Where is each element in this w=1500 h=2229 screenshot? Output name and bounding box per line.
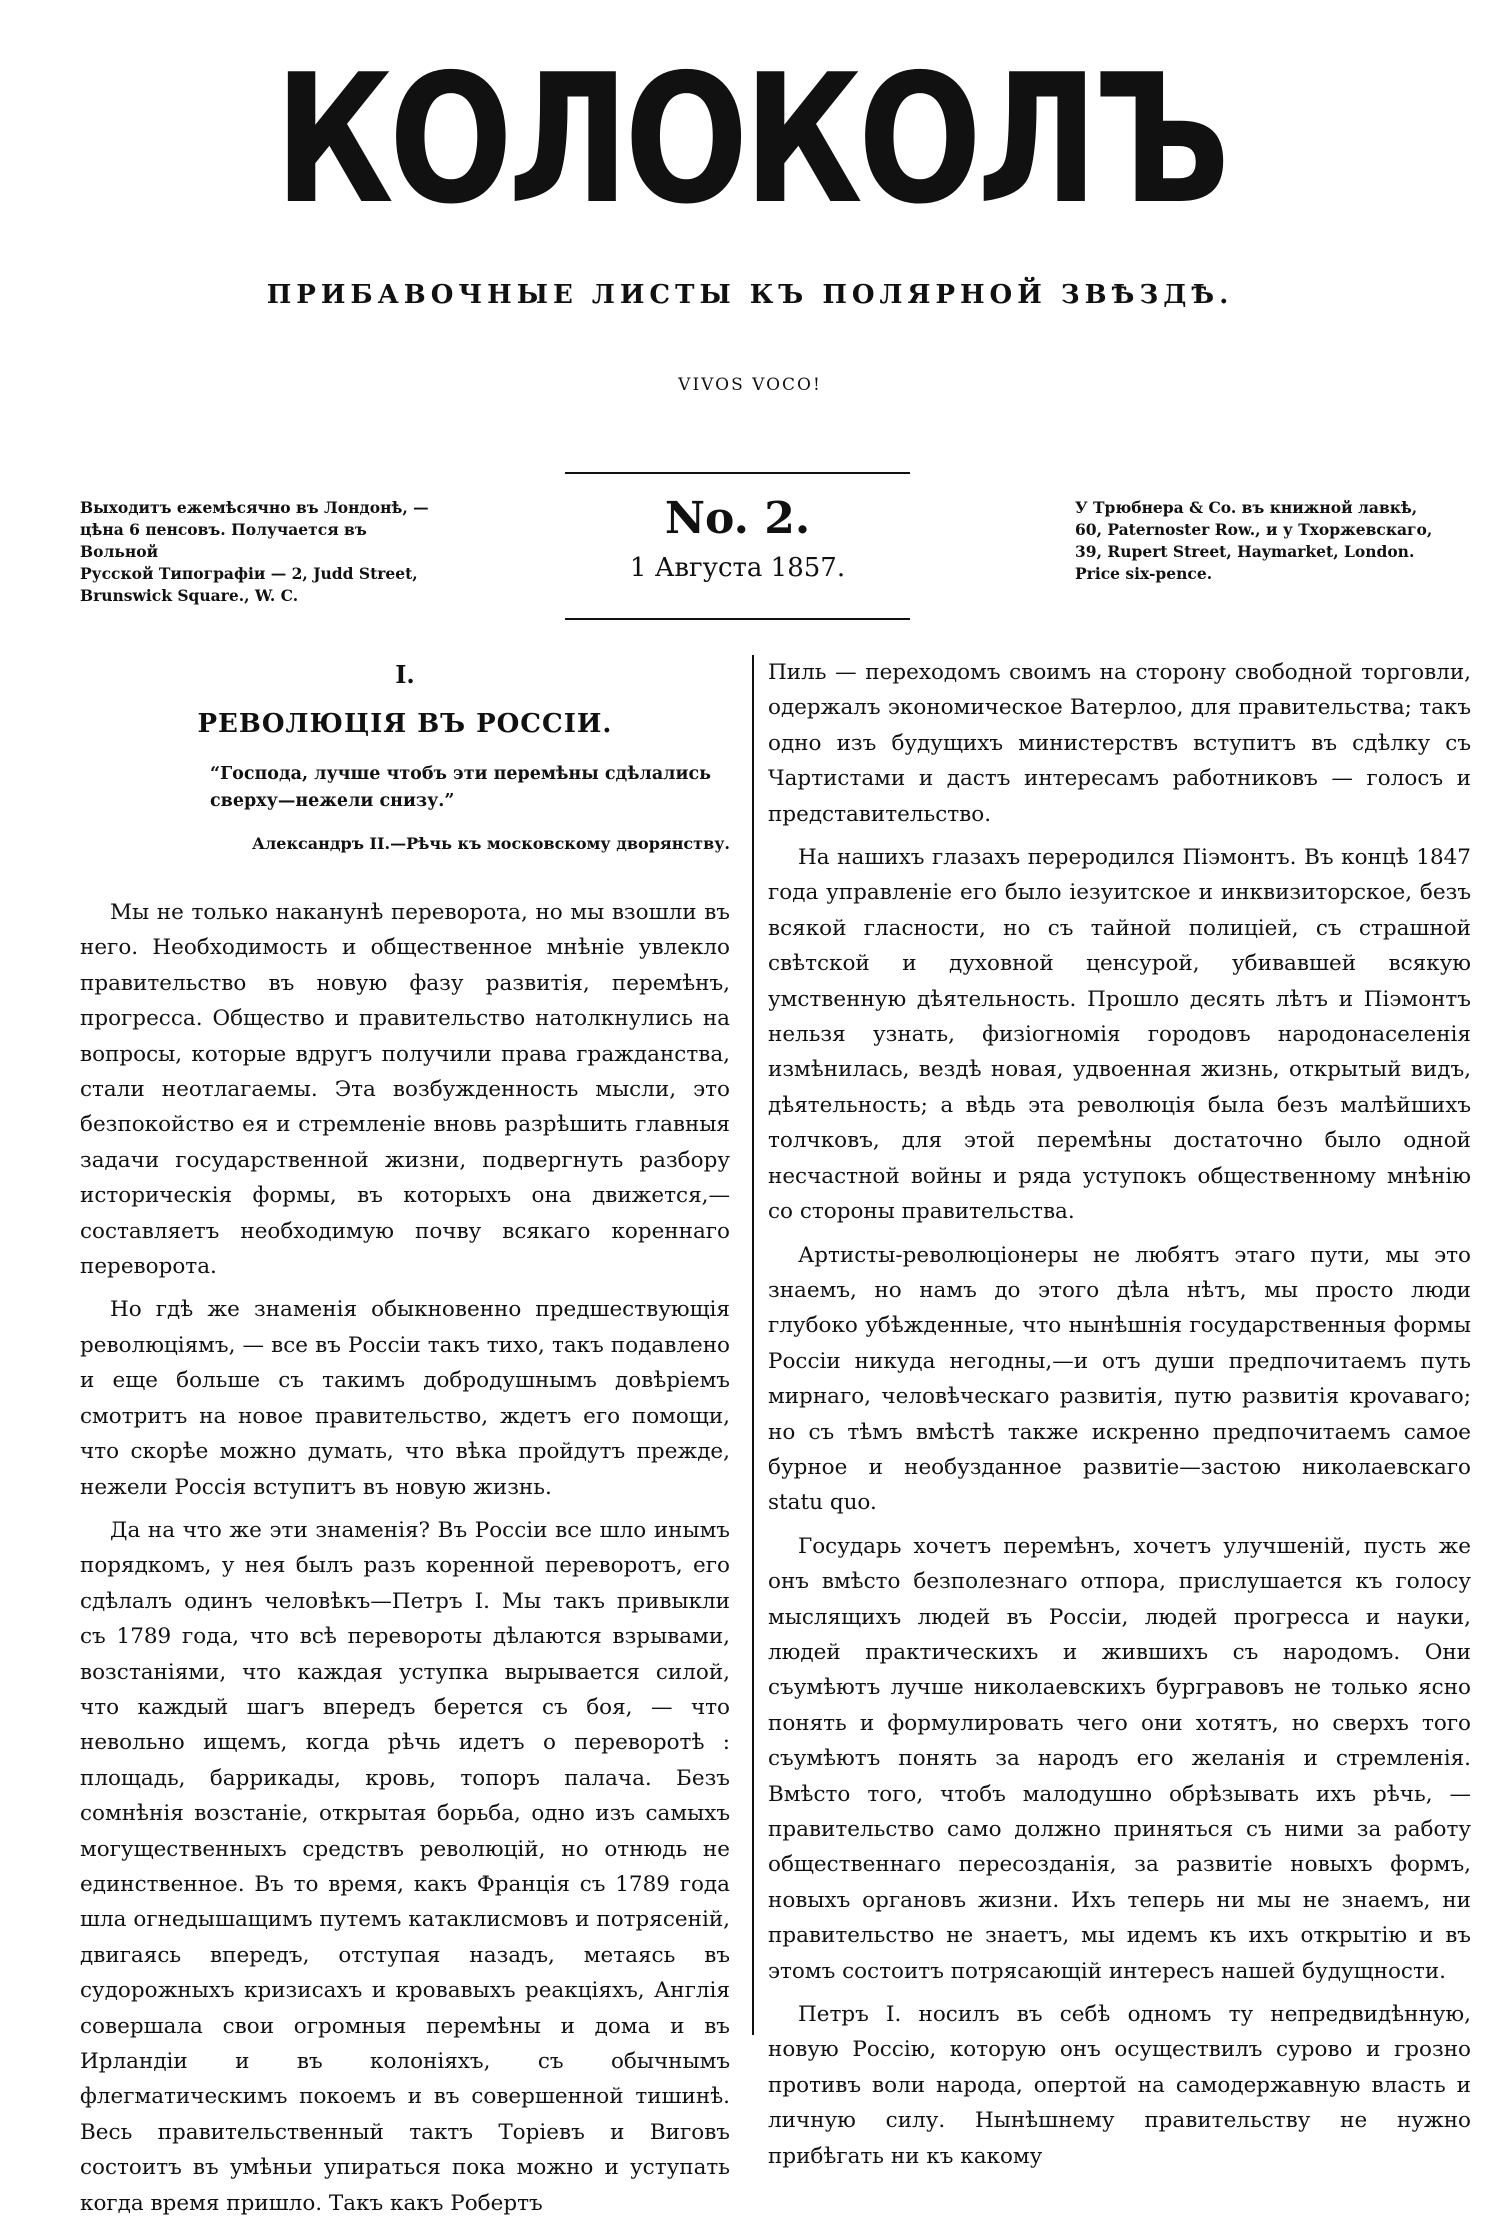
article-title: РЕВОЛЮЦІЯ ВЪ РОССІИ. — [197, 709, 613, 739]
epigraph-attribution: Александръ II.—Рѣчь къ московскому дворянству. — [251, 834, 730, 853]
article-paragraph: Но гдѣ же знаменія обыкновенно предшествующія революціямъ, — все въ Россіи такъ тихо, такъ подавлено и еще больше съ такимъ добродушнымъ довѣріемъ смотритъ на новое правительство, ждетъ его помощи, что скорѣе можно думать, что вѣка пройдутъ прежде, нежели Россія вступитъ въ новую жизнь. — [80, 1297, 730, 1500]
header-rule-bottom — [565, 618, 910, 620]
info-left-line: Русской Типографіи — 2, Judd Street, — [80, 564, 418, 583]
info-right-line: У Трюбнера & Co. въ книжной лавкѣ, — [1075, 498, 1418, 517]
article-paragraph: Да на что же эти знаменія? Въ Россіи все шло инымъ порядкомъ, у нея былъ разъ коренной переворотъ, его сдѣлалъ одинъ человѣкъ—Петръ I. Мы такъ привыкли съ 1789 года, что всѣ перевороты дѣлаются взрывами, возстаніями, что каждая уступка вырывается силой, что каждый шагъ впередъ берется съ боя, — что невольно ищемъ, когда рѣчь идетъ о переворотѣ : площадь, баррикады, кровь, топоръ палача. Безъ сомнѣнія возстаніе, открытая борьба, одно изъ самыхъ могущественныхъ средствъ революцій, но отнюдь не единственное. Въ то время, какъ Франція съ 1789 года шла огнедышащимъ путемъ катаклисмовъ и потрясеній, двигаясь впередъ, отступая назадъ, метаясь въ судорожныхъ кризисахъ и кровавыхъ реакціяхъ, Англія совершала свои огромныя перемѣны и дома и въ Ирландіи и въ колоніяхъ, съ обычнымъ флегматическимъ покоемъ и въ совершенной тишинѣ. Весь правительственный тактъ Торіевъ и Виговъ состоитъ въ умѣньи упираться пока можно и уступать когда время пришло. Такъ какъ Робертъ — [80, 1517, 730, 2216]
article-epigraph: “Господа, лучше чтобъ эти перемѣны сдѣлались сверху—нежели снизу.” — [210, 764, 712, 811]
issue-number: No. 2. — [664, 493, 811, 544]
article-number: I. — [395, 660, 415, 689]
left-column — [80, 655, 730, 2229]
masthead-motto: VIVOS VOCO! — [678, 375, 822, 395]
info-left-line: Brunswick Square., W. C. — [80, 586, 299, 605]
article-paragraph-continued: Пиль — переходомъ своимъ на сторону свободной торговли, одержалъ экономическое Ватерлоо, для правительства; такъ одно изъ будущихъ министерствъ вступитъ въ сдѣлку съ Чартистами и дастъ интересамъ работниковъ — голосъ и представительство. — [768, 660, 1471, 827]
masthead-subtitle: ПРИБАВОЧНЫЕ ЛИСТЫ КЪ ПОЛЯРНОЙ ЗВѢЗДѢ. — [266, 280, 1234, 310]
info-left-line: Выходитъ ежемѣсячно въ Лондонѣ, — — [80, 498, 429, 517]
article-paragraph: Государь хочетъ перемѣнъ, хочетъ улучшеній, пусть же онъ вмѣсто безполезнаго отпора, прислушается къ голосу мыслящихъ людей въ Россіи, людей прогресса и науки, людей практическихъ и жившихъ съ народомъ. Они съумѣютъ лучше николаевскихъ бургравовъ не только ясно понять и формулировать чего они хотятъ, но сверхъ того съумѣютъ понять за народъ его желанія и стремленія. Вмѣсто того, чтобъ малодушно обрѣзывать ихъ рѣчь, — правительство само должно приняться съ ними за работу общественнаго пересозданія, за развитіе новыхъ формъ, новыхъ органовъ жизни. Ихъ теперь ни мы не знаемъ, ни правительство не знаетъ, мы идемъ къ ихъ открытію и въ этомъ состоитъ потрясающій интересъ нашей будущности. — [768, 1533, 1471, 1984]
right-column — [768, 655, 1471, 2182]
info-right-line: Price six-pence. — [1075, 564, 1213, 583]
publication-info-left — [80, 497, 440, 607]
info-left-line: цѣна 6 пенсовъ. Получается въ Вольной — [80, 520, 367, 561]
info-right-line: 39, Rupert Street, Haymarket, London. — [1075, 542, 1415, 561]
article-paragraph: Мы не только наканунѣ переворота, но мы взошли въ него. Необходимость и общественное мнѣніе увлекло правительство въ новую фазу развитія, перемѣнъ, прогресса. Общество и правительство натолкнулись на вопросы, которые вдругъ получили права гражданства, стали неотлагаемы. Эта возбужденность мысли, это безпокойство ея и стремленіе вновь разрѣшить главныя задачи государственной жизни, подвергнуть разбору историческія формы, въ которыхъ она движется,—составляетъ необходимую почву всякаго кореннаго переворота. — [80, 900, 730, 1280]
header-rule-top — [565, 472, 910, 474]
issue-date: 1 Августа 1857. — [629, 553, 846, 583]
column-divider — [752, 655, 754, 2035]
issue-block — [565, 490, 910, 588]
masthead-title: КОЛОКОЛЪ — [274, 36, 1226, 243]
publication-info-right — [1075, 497, 1480, 585]
info-right-line: 60, Paternoster Row., и у Тхоржевскаго, — [1075, 520, 1433, 539]
article-paragraph: На нашихъ глазахъ переродился Піэмонтъ. Въ концѣ 1847 года управленіе его было іезуитское и инквизиторское, безъ всякой гласности, но съ тайной полиціей, съ страшной свѣтской и духовной ценсурой, убивавшей всякую умственную дѣятельность. Прошло десять лѣтъ и Піэмонтъ нельзя узнать, физіогномія городовъ народонаселенія измѣнилась, вездѣ новая, удвоенная жизнь, открытый видъ, дѣятельность; а вѣдь эта революція была безъ малѣйшихъ толчковъ, для этой перемѣны достаточно было одной несчастной войны и ряда уступокъ общественному мнѣнію со стороны правительства. — [768, 845, 1471, 1225]
article-paragraph: Артисты-революціонеры не любятъ этаго пути, мы это знаемъ, но намъ до этого дѣла нѣтъ, мы просто люди глубоко убѣжденные, что нынѣшнія государственныя формы Россіи никуда негодны,—и отъ души предпочитаемъ путь мирнаго, человѣческаго развитія, путю развитія крovаваго; но съ тѣмъ вмѣстѣ также искренно предпочитаемъ самое бурное и необузданное развитіе—застою николаевскаго statu quo. — [768, 1242, 1471, 1516]
article-paragraph: Петръ I. носилъ въ себѣ одномъ ту непредвидѣнную, новую Россію, которую онъ осуществилъ сурово и грозно противъ воли народа, опертой на самодержавную власть и личную силу. Нынѣшнему правительству не нужно прибѣгать ни къ какому — [768, 2002, 1471, 2169]
